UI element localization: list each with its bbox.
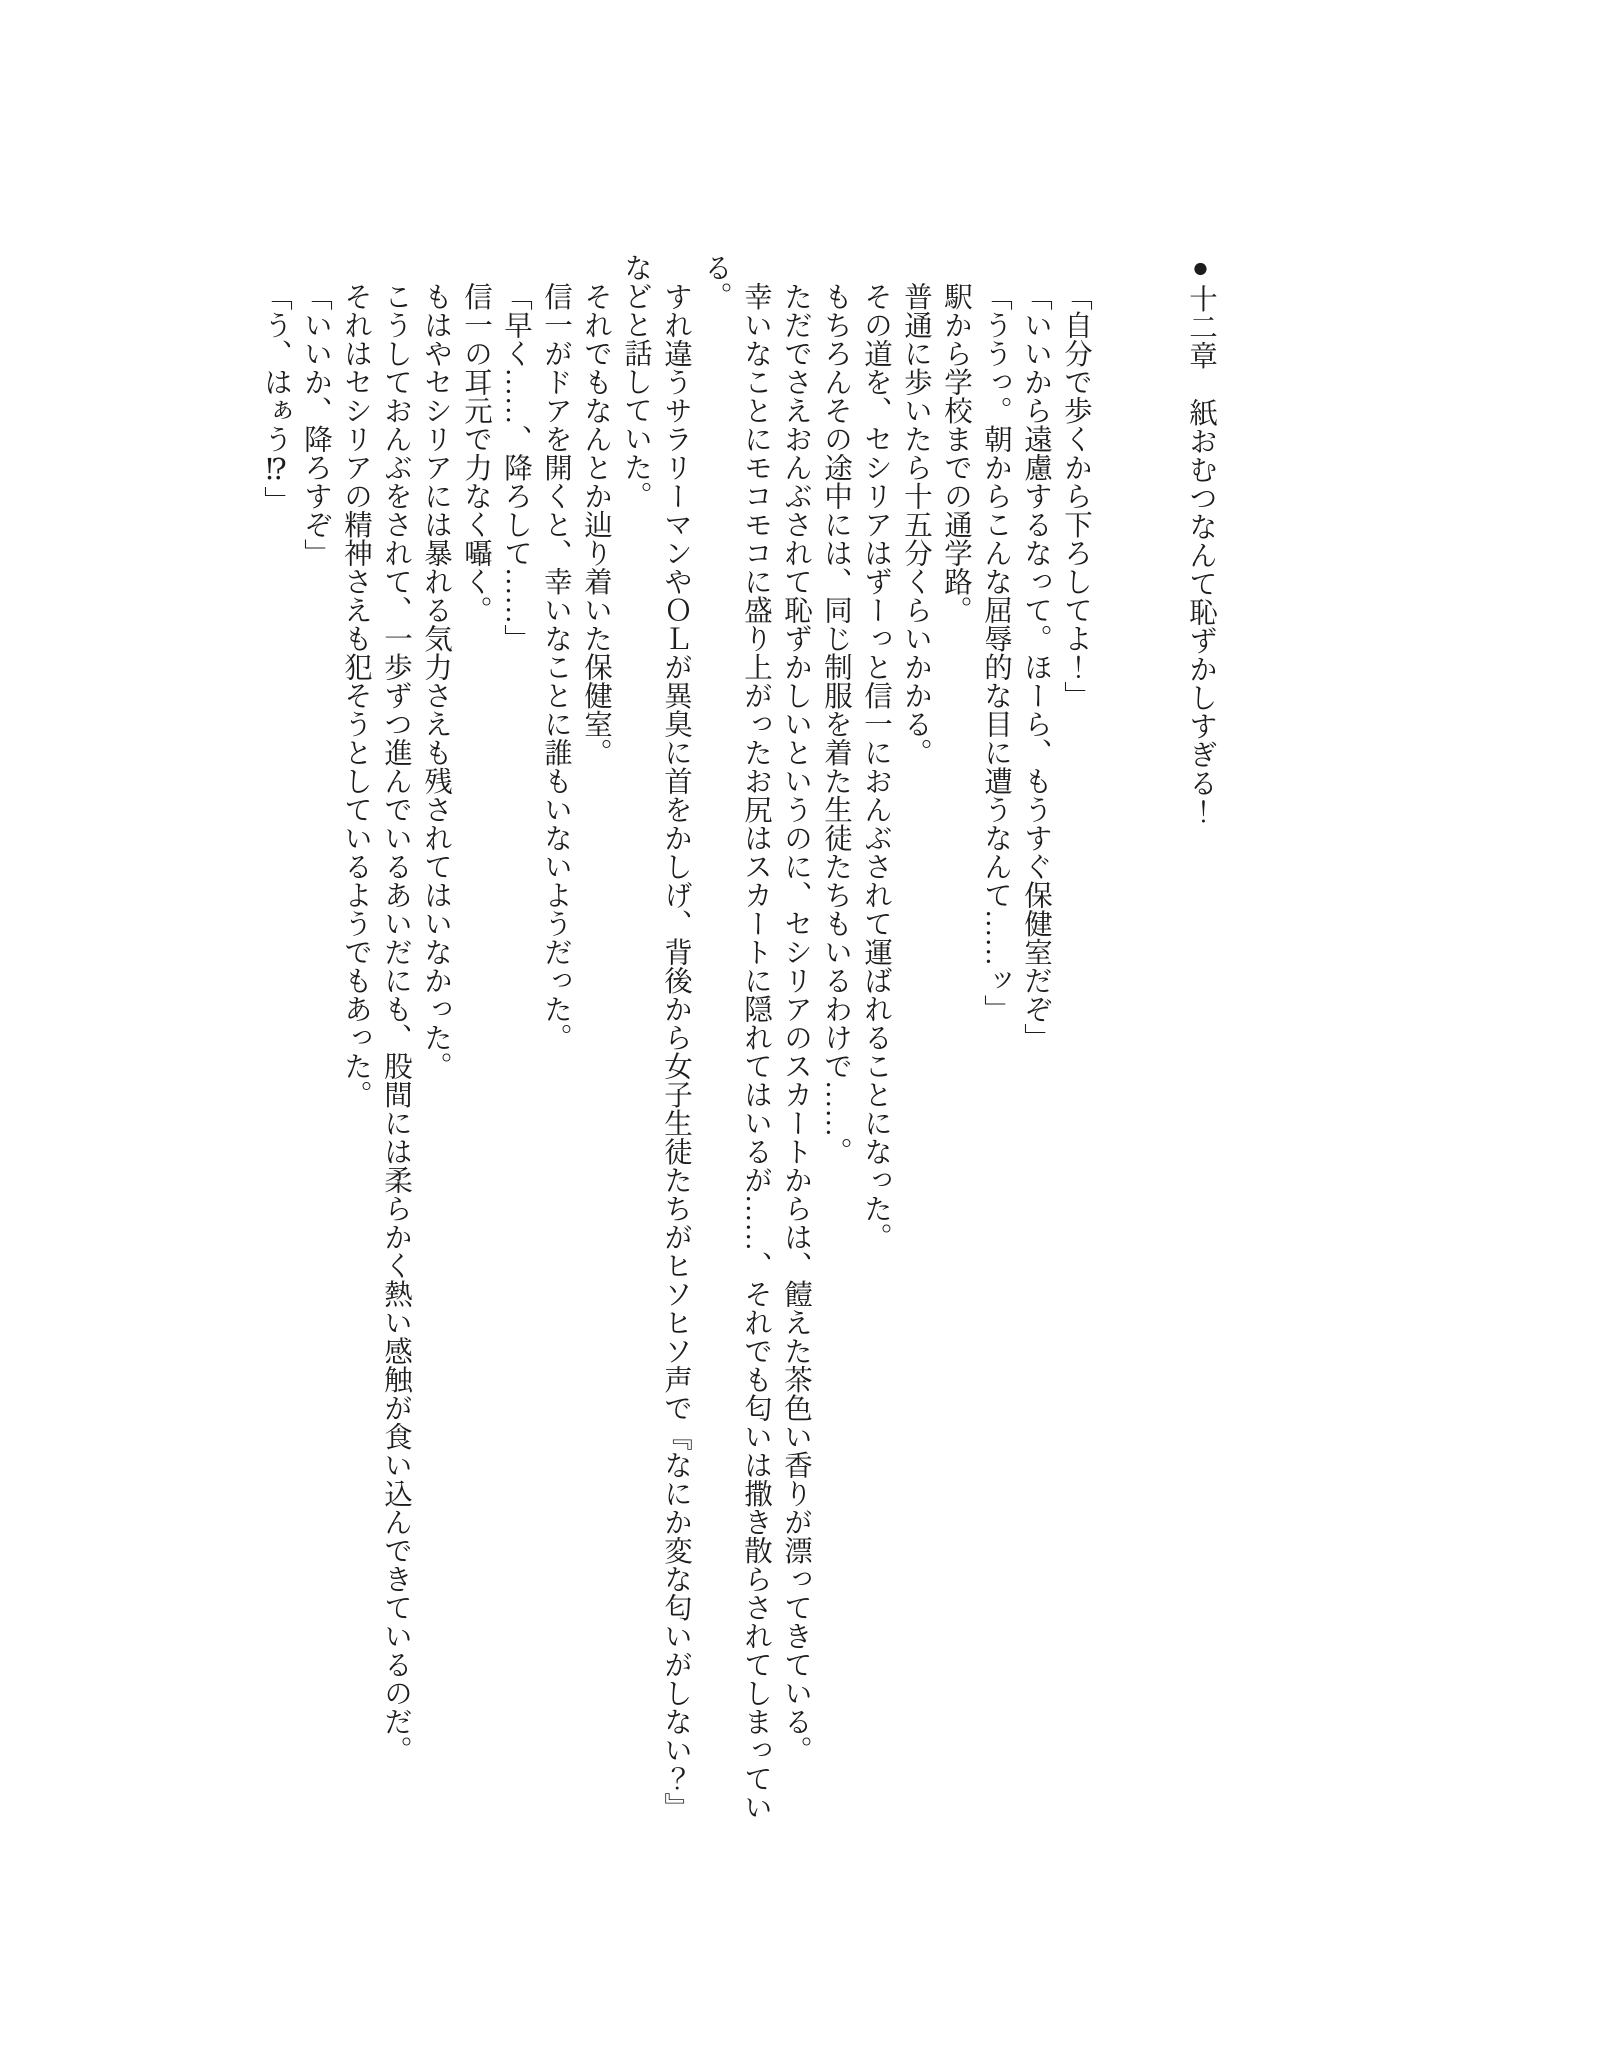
paragraph: 信一の耳元で力なく囁く。: [460, 281, 491, 624]
paragraph: 「う、はぁう⁉」: [260, 281, 291, 514]
paragraph: 「自分で歩くから下ろしてよ！」: [1060, 281, 1091, 709]
chapter-title: ●十二章 紙おむつなんて恥ずかしすぎる！: [1185, 253, 1216, 826]
paragraph: もはやセシリアには暴れる気力さえも残されてはいなかった。: [420, 281, 451, 1080]
paragraph: もちろんその途中には、同じ制服を着た生徒たちもいるわけで……。: [820, 281, 851, 1165]
paragraph: その道を、セシリアはずーっと信一におんぶされて運ばれることになった。: [860, 281, 891, 1251]
paragraph: 幸いなことにモコモコに盛り上がったお尻はスカートに隠れてはいるが……、それでも匂いは撒き散らされてしまっている。: [700, 253, 771, 1821]
paragraph: 「いいから遠慮するなって。ほーら、もうすぐ保健室だぞ」: [1020, 281, 1051, 1051]
paragraph: それはセシリアの精神さえも犯そうとしているようでもあった。: [340, 281, 371, 1108]
paragraph: 普通に歩いたら十五分くらいかかる。: [900, 281, 931, 766]
paragraph: それでもなんとか辿り着いた保健室。: [580, 281, 611, 766]
paragraph: 「ううっ。朝からこんな屈辱的な目に遭うなんて……ッ」: [980, 281, 1011, 1023]
paragraph: 信一がドアを開くと、幸いなことに誰もいないようだった。: [540, 281, 571, 1051]
vertical-text-flow: [255, 253, 1220, 1828]
paragraph: ただでさえおんぶされて恥ずかしいというのに、セシリアのスカートからは、饐えた茶色い香りが漂ってきている。: [780, 281, 811, 1764]
paragraph: すれ違うサラリーマンやＯＬが異臭に首をかしげ、背後から女子生徒たちがヒソヒソ声で『なにか変な匂いがしない？』などと話していた。: [620, 253, 691, 1821]
paragraph: 駅から学校までの通学路。: [940, 281, 971, 624]
paragraph: こうしておんぶをされて、一歩ずつ進んでいるあいだにも、股間には柔らかく熱い感触が食い込んできているのだ。: [380, 281, 411, 1764]
paragraph: 「いいか、降ろすぞ」: [300, 281, 331, 567]
paragraph: 「早く……、降ろして……」: [500, 281, 531, 652]
